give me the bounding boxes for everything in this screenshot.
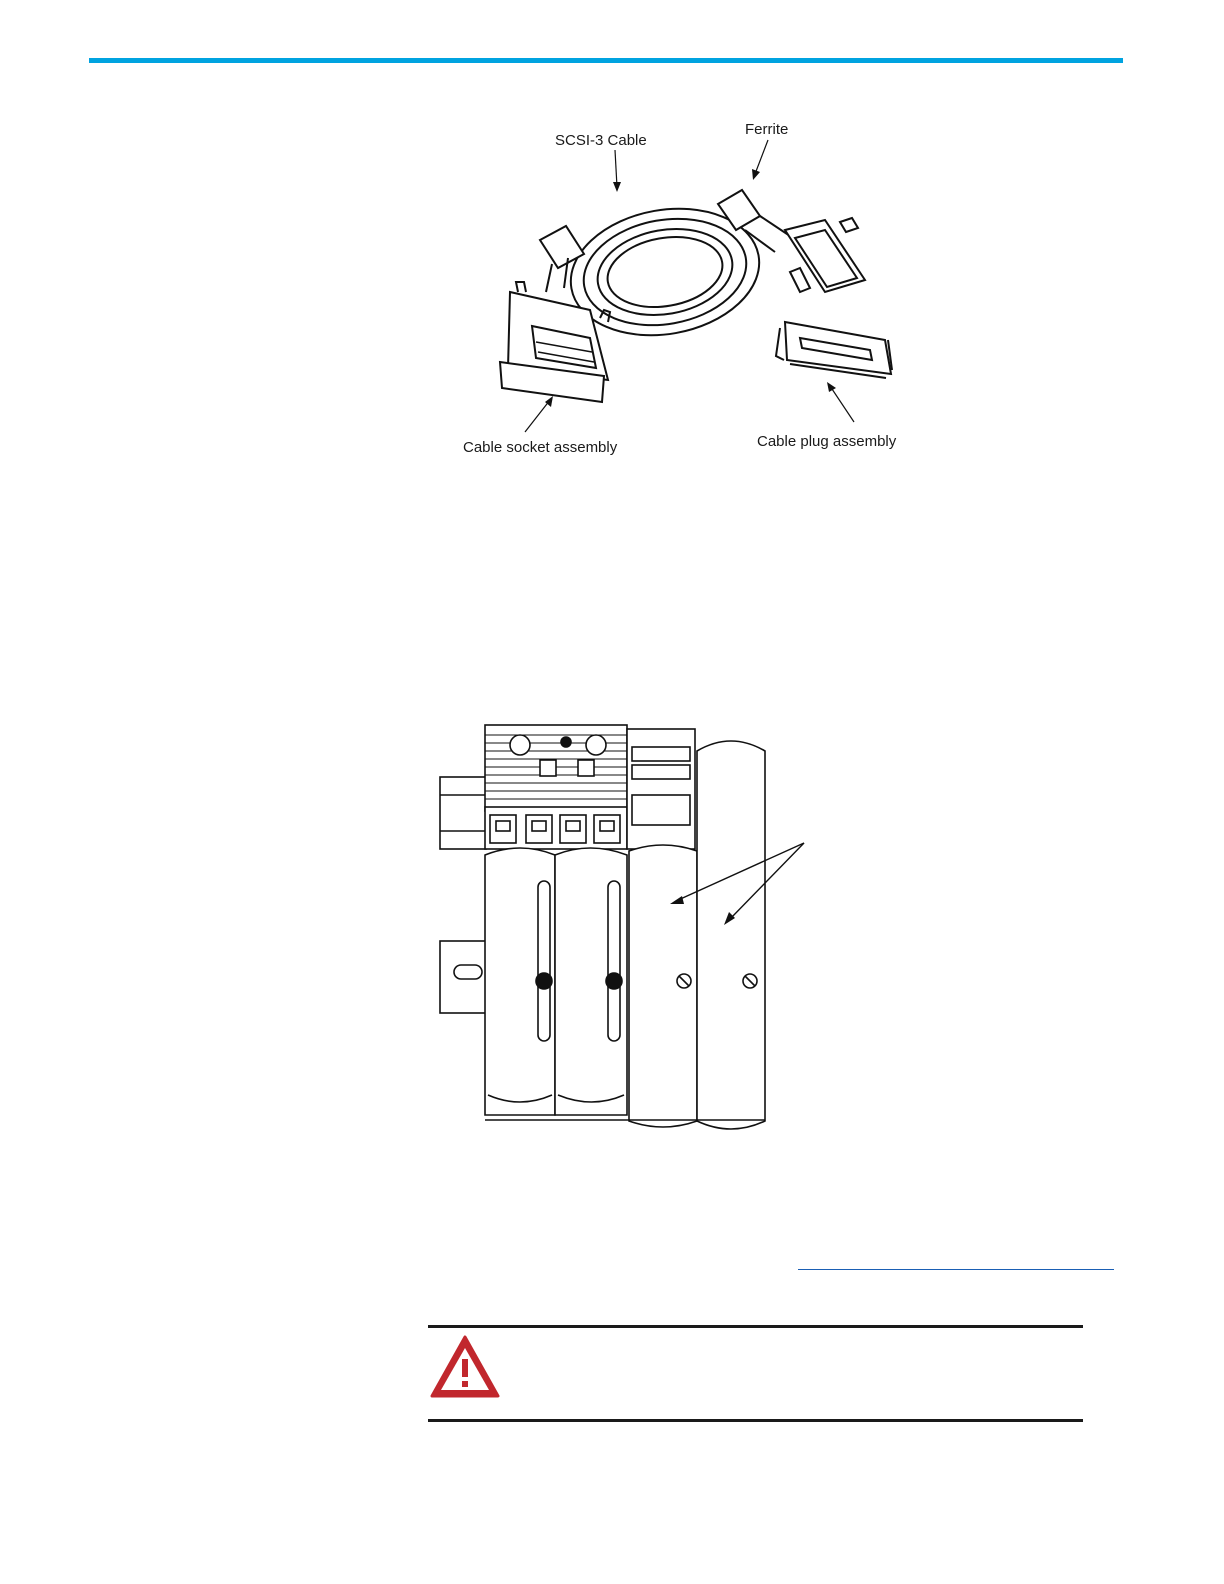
ferrite-label: Ferrite xyxy=(745,121,789,138)
scsi-cable-figure xyxy=(440,112,920,472)
hyperlink-underline[interactable] xyxy=(798,1269,1114,1270)
scsi-cable-label: SCSI-3 Cable xyxy=(555,132,647,149)
chassis-figure xyxy=(430,715,830,1135)
warning-triangle-icon xyxy=(429,1333,501,1401)
warning-top-rule xyxy=(428,1325,1083,1328)
cable-plug-assembly-label: Cable plug assembly xyxy=(757,433,897,450)
header-accent-rule xyxy=(89,58,1123,63)
warning-bottom-rule xyxy=(428,1419,1083,1422)
chassis-illustration xyxy=(430,715,830,1135)
scsi-cable-illustration xyxy=(440,112,920,472)
cable-socket-assembly-label: Cable socket assembly xyxy=(463,439,618,456)
